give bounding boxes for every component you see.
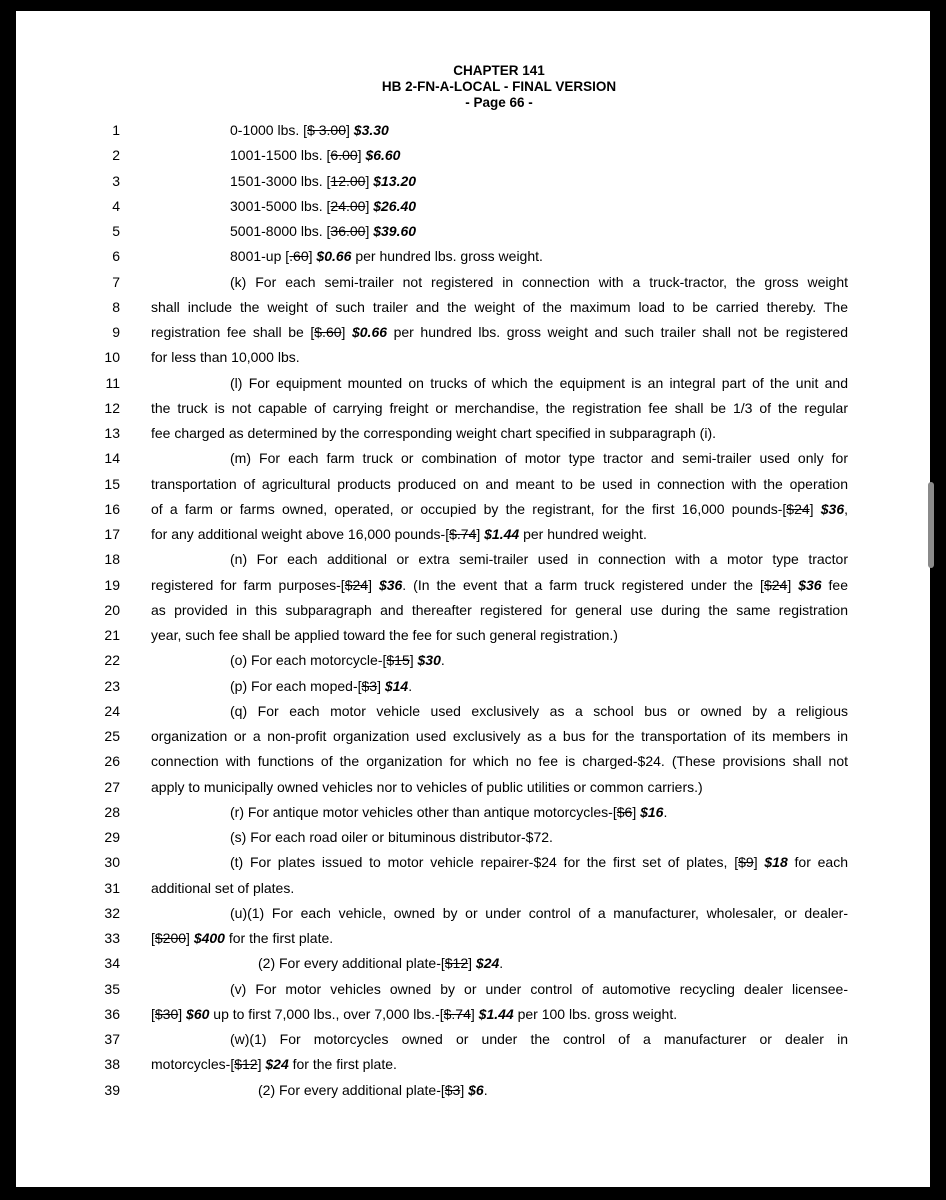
line-text xyxy=(151,677,848,695)
text-run: apply to municipally owned vehicles nor to vehicles of public utilities or common carriers.) xyxy=(151,779,703,795)
text-run: (s) For each road oiler or bituminous distributor-$72. xyxy=(230,829,553,845)
line-number: 8 xyxy=(112,299,120,315)
line-text xyxy=(151,197,848,215)
line-number: 32 xyxy=(104,905,120,921)
line-text xyxy=(151,172,848,190)
bill-title: HB 2-FN-A-LOCAL - FINAL VERSION xyxy=(381,79,617,94)
text-run: ] xyxy=(787,577,799,593)
text-run: (v) For motor vehicles owned by or under control of automotive recycling dealer licensee- xyxy=(230,981,848,997)
text-run: transportation of agricultural products produced on and meant to be used in connection with the operation xyxy=(151,476,848,492)
text-run: connection with functions of the organization for which no fee is charged-$24. (These provisions shall not xyxy=(151,753,848,769)
line-text xyxy=(151,752,848,770)
text-run: [ xyxy=(151,930,155,946)
text-run: 1001-1500 lbs. [ xyxy=(230,147,331,163)
text-run: (u)(1) For each vehicle, owned by or under control of a manufacturer, wholesaler, or dealer- xyxy=(230,905,848,921)
deleted-amount: $9 xyxy=(738,854,754,870)
text-run: ] xyxy=(365,173,374,189)
text-run: (p) For each moped-[ xyxy=(230,678,362,694)
line-number: 25 xyxy=(104,728,120,744)
deleted-amount: 6.00 xyxy=(330,147,358,163)
text-run: . xyxy=(408,678,413,694)
deleted-amount: .60 xyxy=(289,248,309,264)
line-text xyxy=(151,399,848,417)
line-text xyxy=(151,500,848,518)
line-text xyxy=(151,651,848,669)
line-number: 2 xyxy=(112,147,120,163)
new-amount: $36 xyxy=(378,577,403,593)
text-run: (n) For each additional or extra semi-trailer used in connection with a motor type tractor xyxy=(230,551,848,567)
line-number: 16 xyxy=(104,501,120,517)
line-text xyxy=(151,702,848,720)
line-text xyxy=(151,121,848,139)
text-run: ] xyxy=(809,501,821,517)
deleted-amount: $.74 xyxy=(449,526,477,542)
line-text xyxy=(151,904,848,922)
line-text xyxy=(151,348,848,366)
text-run: 0-1000 lbs. [ xyxy=(230,122,308,138)
text-run: . (In the event that a farm truck registered under the [ xyxy=(402,577,764,593)
new-amount: $1.44 xyxy=(478,1006,514,1022)
deleted-amount: $24 xyxy=(786,501,810,517)
deleted-amount: 36.00 xyxy=(330,223,366,239)
document-page xyxy=(16,11,930,1187)
text-run: (w)(1) For motorcycles owned or under the control of a manufacturer or dealer in xyxy=(230,1031,848,1047)
text-run: (2) For every additional plate-[ xyxy=(258,955,445,971)
text-run: ] xyxy=(377,678,385,694)
line-number: 18 xyxy=(104,551,120,567)
line-text xyxy=(151,247,848,265)
line-text xyxy=(151,954,848,972)
line-text xyxy=(151,879,848,897)
text-run: ] xyxy=(357,147,366,163)
line-number: 38 xyxy=(104,1056,120,1072)
line-text xyxy=(151,1005,848,1023)
line-number: 3 xyxy=(112,173,120,189)
text-run: year, such fee shall be applied toward the fee for such general registration.) xyxy=(151,627,618,643)
deleted-amount: $15 xyxy=(386,652,410,668)
deleted-amount: $3 xyxy=(444,1082,461,1098)
text-run: . xyxy=(440,652,445,668)
line-number: 29 xyxy=(104,829,120,845)
line-number: 19 xyxy=(104,577,120,593)
new-amount: $14 xyxy=(384,678,409,694)
line-text xyxy=(151,374,848,392)
line-number: 28 xyxy=(104,804,120,820)
text-run: (o) For each motorcycle-[ xyxy=(230,652,387,668)
line-number: 11 xyxy=(105,375,120,391)
deleted-amount: $.74 xyxy=(443,1006,471,1022)
deleted-amount: $ 3.00 xyxy=(307,122,346,138)
text-run: per hundred lbs. gross weight. xyxy=(351,248,543,264)
text-run: registration fee shall be [ xyxy=(151,324,315,340)
line-text xyxy=(151,475,848,493)
new-amount: $30 xyxy=(417,652,441,668)
line-number: 10 xyxy=(104,349,120,365)
deleted-amount: $12 xyxy=(234,1056,258,1072)
text-run: [ xyxy=(151,1006,155,1022)
text-run: fee charged as determined by the corresponding weight chart specified in subparagraph (i). xyxy=(151,425,716,441)
text-run: per hundred lbs. gross weight and such trailer shall not be registered xyxy=(387,324,849,340)
new-amount: $6.60 xyxy=(365,147,401,163)
line-number: 9 xyxy=(112,324,120,340)
deleted-amount: $24 xyxy=(344,577,369,593)
line-number: 13 xyxy=(104,425,120,441)
line-number: 17 xyxy=(104,526,120,542)
text-run: registered for farm purposes-[ xyxy=(151,577,345,593)
text-run: additional set of plates. xyxy=(151,880,295,896)
line-text xyxy=(151,1055,848,1073)
new-amount: $36 xyxy=(820,501,845,517)
page-header xyxy=(16,63,930,111)
chapter-title: CHAPTER 141 xyxy=(453,63,545,78)
text-run: . xyxy=(663,804,668,820)
line-number: 24 xyxy=(104,703,120,719)
new-amount: $60 xyxy=(186,1006,210,1022)
line-text xyxy=(151,778,848,796)
new-amount: $0.66 xyxy=(351,324,388,340)
line-text xyxy=(151,1081,848,1099)
new-amount: $13.20 xyxy=(373,173,417,189)
text-run: ] xyxy=(460,1082,469,1098)
text-run: . xyxy=(483,1082,488,1098)
text-run: (2) For every additional plate-[ xyxy=(258,1082,445,1098)
text-run: 5001-8000 lbs. [ xyxy=(230,223,331,239)
text-run: ] xyxy=(753,854,765,870)
text-run: the truck is not capable of carrying freight or merchandise, the registration fee shall be 1/3 of the regular xyxy=(151,400,848,416)
text-run: (q) For each motor vehicle used exclusively as a school bus or owned by a religious xyxy=(230,703,848,719)
line-number: 15 xyxy=(104,476,120,492)
text-run: ] xyxy=(409,652,418,668)
line-number: 22 xyxy=(104,652,120,668)
text-run: for the first plate. xyxy=(288,1056,397,1072)
line-number: 30 xyxy=(104,854,120,870)
text-run: 1501-3000 lbs. [ xyxy=(230,173,331,189)
text-run: up to first 7,000 lbs., over 7,000 lbs.-[ xyxy=(209,1006,444,1022)
text-run: 3001-5000 lbs. [ xyxy=(230,198,331,214)
line-number: 20 xyxy=(104,602,120,618)
text-run: ] xyxy=(470,1006,479,1022)
line-text xyxy=(151,853,848,871)
text-run: (m) For each farm truck or combination of motor type tractor and semi-trailer used only for xyxy=(230,450,848,466)
text-run: ] xyxy=(341,324,352,340)
new-amount: $24 xyxy=(475,955,500,971)
line-number: 26 xyxy=(104,753,120,769)
text-run: (t) For plates issued to motor vehicle repairer-$24 for the first set of plates, [ xyxy=(230,854,739,870)
line-number: 23 xyxy=(104,678,120,694)
line-number: 4 xyxy=(112,198,120,214)
text-run: for less than 10,000 lbs. xyxy=(151,349,300,365)
line-number: 36 xyxy=(104,1006,120,1022)
deleted-amount: $12 xyxy=(444,955,469,971)
new-amount: $18 xyxy=(764,854,788,870)
new-amount: $26.40 xyxy=(373,198,417,214)
line-text xyxy=(151,424,848,442)
deleted-amount: $6 xyxy=(616,804,633,820)
text-run: ] xyxy=(308,248,317,264)
new-amount: $39.60 xyxy=(373,223,417,239)
line-number: 34 xyxy=(104,955,120,971)
line-text xyxy=(151,449,848,467)
line-text xyxy=(151,803,848,821)
new-amount: $24 xyxy=(265,1056,289,1072)
line-number: 5 xyxy=(112,223,120,239)
line-text xyxy=(151,146,848,164)
line-text xyxy=(151,601,848,619)
scrollbar-thumb[interactable] xyxy=(928,482,934,568)
deleted-amount: $.60 xyxy=(314,324,342,340)
text-run: ] xyxy=(632,804,641,820)
text-run: shall include the weight of such trailer and the weight of the maximum load to be carried thereby. The xyxy=(151,299,848,315)
line-text xyxy=(151,1030,848,1048)
text-run: ] xyxy=(476,526,485,542)
line-text xyxy=(151,525,848,543)
deleted-amount: $24 xyxy=(763,577,788,593)
text-run: ] xyxy=(346,122,354,138)
line-number: 21 xyxy=(104,627,120,643)
text-run: (l) For equipment mounted on trucks of which the equipment is an integral part of the unit and xyxy=(230,375,848,391)
line-number: 31 xyxy=(104,880,120,896)
text-run: ] xyxy=(186,930,194,946)
text-run: (k) For each semi-trailer not registered in connection with a truck-tractor, the gross weight xyxy=(230,274,848,290)
new-amount: $0.66 xyxy=(316,248,352,264)
text-run: per hundred weight. xyxy=(519,526,647,542)
text-run: 8001-up [ xyxy=(230,248,290,264)
new-amount: $3.30 xyxy=(353,122,389,138)
new-amount: $1.44 xyxy=(484,526,520,542)
line-text xyxy=(151,298,848,316)
new-amount: $36 xyxy=(798,577,822,593)
deleted-amount: $30 xyxy=(154,1006,179,1022)
text-run: fee xyxy=(821,577,848,593)
text-run: for each xyxy=(787,854,848,870)
new-amount: $16 xyxy=(640,804,664,820)
line-text xyxy=(151,929,848,947)
deleted-amount: $200 xyxy=(154,930,187,946)
page-number: - Page 66 - xyxy=(465,95,533,110)
text-run: per 100 lbs. gross weight. xyxy=(513,1006,678,1022)
text-run: ] xyxy=(365,198,374,214)
line-number: 35 xyxy=(104,981,120,997)
line-text xyxy=(151,576,848,594)
text-run: as provided in this subparagraph and thereafter registered for general use during the same registration xyxy=(151,602,848,618)
line-text xyxy=(151,828,848,846)
line-text xyxy=(151,626,848,644)
text-run: ] xyxy=(257,1056,266,1072)
text-run: for any additional weight above 16,000 pounds-[ xyxy=(151,526,450,542)
line-text xyxy=(151,222,848,240)
text-run: ] xyxy=(365,223,374,239)
line-number: 6 xyxy=(112,248,120,264)
line-number: 12 xyxy=(104,400,120,416)
text-run: (r) For antique motor vehicles other than antique motorcycles-[ xyxy=(230,804,617,820)
line-number: 27 xyxy=(104,779,120,795)
text-run: , xyxy=(844,501,848,517)
text-run: ] xyxy=(368,577,379,593)
line-number: 1 xyxy=(112,122,120,138)
deleted-amount: $3 xyxy=(361,678,378,694)
deleted-amount: 12.00 xyxy=(330,173,366,189)
text-run: of a farm or farms owned, operated, or occupied by the registrant, for the first 16,000 pounds-[ xyxy=(151,501,787,517)
line-number: 14 xyxy=(104,450,120,466)
new-amount: $400 xyxy=(193,930,225,946)
text-run: for the first plate. xyxy=(224,930,334,946)
line-number: 33 xyxy=(104,930,120,946)
line-number: 37 xyxy=(104,1031,120,1047)
text-run: motorcycles-[ xyxy=(151,1056,235,1072)
text-run: ] xyxy=(178,1006,187,1022)
text-run: organization or a non-profit organization used exclusively as a bus for the transportation of its members in xyxy=(151,728,848,744)
line-text xyxy=(151,727,848,745)
line-text xyxy=(151,550,848,568)
text-run: ] xyxy=(468,955,476,971)
line-text xyxy=(151,980,848,998)
line-number: 39 xyxy=(104,1082,120,1098)
line-text xyxy=(151,323,848,341)
text-run: . xyxy=(499,955,504,971)
line-text xyxy=(151,273,848,291)
deleted-amount: 24.00 xyxy=(330,198,366,214)
line-number: 7 xyxy=(112,274,120,290)
new-amount: $6 xyxy=(468,1082,484,1098)
